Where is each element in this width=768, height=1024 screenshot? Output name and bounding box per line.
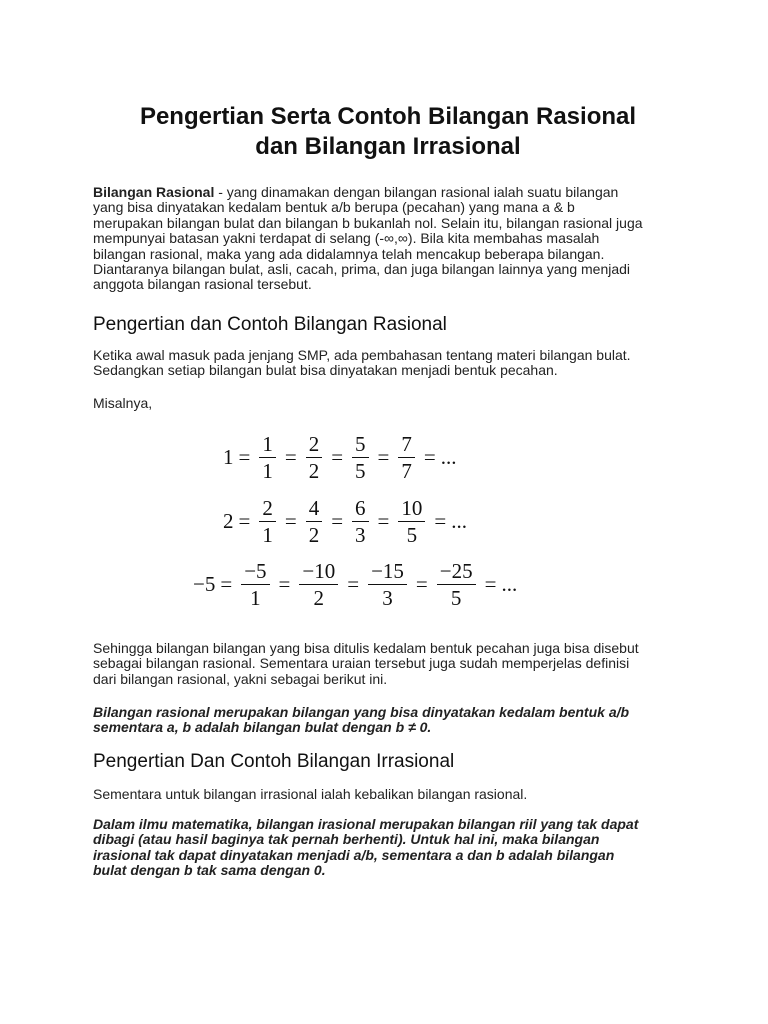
title-line-2: dan Bilangan Irrasional <box>255 133 521 161</box>
section-heading-irrasional: Pengertian Dan Contoh Bilangan Irrasional <box>93 751 455 772</box>
denominator: 7 <box>401 459 412 483</box>
definition-line: Dalam ilmu matematika, bilangan irasional merupakan bilangan riil yang tak dapat <box>93 816 639 832</box>
equals-sign: = <box>423 445 436 469</box>
equals-sign: = <box>284 445 297 469</box>
denominator: 1 <box>262 459 273 483</box>
intro-line: yang bisa dinyatakan kedalam bentuk a/b berupa (pecahan) yang mana a & b <box>93 199 575 216</box>
intro-line: Diantaranya bilangan bulat, asli, cacah, prima, dan juga bilangan lainnya yang menjadi <box>93 261 631 278</box>
numerator: 2 <box>306 431 323 458</box>
numerator: 1 <box>259 431 276 458</box>
denominator: 2 <box>308 523 320 547</box>
numerator: −5 <box>241 558 269 585</box>
ellipsis: ... <box>451 509 467 533</box>
fraction <box>368 558 407 611</box>
fraction <box>352 495 369 548</box>
intro-line: mempunyai batasan yakni terdapat di selang (-∞,∞). Bila kita membahas masalah <box>93 230 600 247</box>
rasional-paragraph-2: Misalnya, <box>93 395 153 411</box>
numerator: 10 <box>398 495 425 522</box>
irrasional-definition <box>93 817 683 879</box>
intro-term: Bilangan Rasional <box>93 184 215 200</box>
equation-lhs: 1 <box>223 445 234 469</box>
denominator: 2 <box>313 586 325 610</box>
ellipsis: ... <box>440 445 457 469</box>
equation-row <box>193 558 517 611</box>
fraction-equations-image <box>193 425 573 615</box>
fraction <box>259 495 276 548</box>
denominator: 5 <box>355 459 366 483</box>
paragraph-line: Ketika awal masuk pada jenjang SMP, ada pembahasan tentang materi bilangan bulat. <box>93 347 631 363</box>
numerator: 5 <box>352 431 369 458</box>
equals-sign: = <box>331 445 344 469</box>
equals-sign: = <box>415 572 428 596</box>
definition-line: Bilangan rasional merupakan bilangan yang bisa dinyatakan kedalam bentuk a/b <box>93 704 630 720</box>
equation-lhs: −5 <box>193 572 216 596</box>
fraction <box>437 558 476 611</box>
numerator: −15 <box>368 558 407 585</box>
intro-paragraph <box>93 185 683 293</box>
equals-sign: = <box>284 509 297 533</box>
denominator: 3 <box>382 586 393 610</box>
rasional-paragraph-1 <box>93 348 683 379</box>
equals-sign: = <box>377 445 390 469</box>
equation-row <box>223 495 467 548</box>
definition-line: dibagi (atau hasil baginya tak pernah berhenti). Untuk hal ini, maka bilangan <box>93 831 600 848</box>
denominator: 1 <box>250 586 261 610</box>
equals-sign: = <box>238 509 251 533</box>
rasional-paragraph-3 <box>93 641 683 687</box>
equals-sign: = <box>347 572 360 596</box>
numerator: 4 <box>306 495 323 522</box>
definition-line: irasional tak dapat dinyatakan menjadi a/b, sementara a dan b adalah bilangan <box>93 846 615 863</box>
paragraph-line: Sehingga bilangan bilangan yang bisa ditulis kedalam bentuk pecahan juga bisa disebut <box>93 640 639 656</box>
paragraph-line: Sedangkan setiap bilangan bulat bisa dinyatakan menjadi bentuk pecahan. <box>93 362 558 379</box>
equals-sign: = <box>377 509 390 533</box>
irrasional-paragraph-1: Sementara untuk bilangan irrasional ialah kebalikan bilangan rasional. <box>93 786 528 802</box>
definition-line: sementara a, b adalah bilangan bulat dengan b ≠ 0. <box>93 719 432 736</box>
fraction <box>352 431 369 484</box>
fraction <box>259 431 276 484</box>
equals-sign: = <box>331 509 344 533</box>
numerator: 6 <box>352 495 369 522</box>
equation-lhs: 2 <box>223 509 234 533</box>
equals-sign: = <box>220 572 233 596</box>
denominator: 5 <box>450 586 462 610</box>
fraction <box>398 431 415 484</box>
equation-row <box>223 431 456 484</box>
denominator: 5 <box>406 523 418 547</box>
numerator: −25 <box>437 558 476 585</box>
fraction <box>306 495 323 548</box>
numerator: −10 <box>299 558 338 585</box>
intro-line: - yang dinamakan dengan bilangan rasional ialah suatu bilangan <box>214 184 619 200</box>
equals-sign: = <box>484 572 497 596</box>
fraction <box>241 558 269 611</box>
title-line-1: Pengertian Serta Contoh Bilangan Rasional <box>139 103 637 131</box>
intro-line: anggota bilangan rasional tersebut. <box>93 276 312 293</box>
intro-line: bilangan rasional, maka yang ada didalamnya telah mencakup beberapa bilangan. <box>93 245 605 262</box>
paragraph-line: dari bilangan rasional, yakni sebagai berikut ini. <box>93 670 388 687</box>
numerator: 7 <box>398 431 415 458</box>
numerator: 2 <box>259 495 276 522</box>
denominator: 2 <box>308 459 320 483</box>
fraction <box>299 558 338 611</box>
definition-line: bulat dengan b tak sama dengan 0. <box>93 862 326 879</box>
fraction <box>306 431 323 484</box>
paragraph-line: sebagai bilangan rasional. Sementara uraian tersebut juga sudah memperjelas definisi <box>93 655 630 672</box>
page-title <box>93 102 683 162</box>
intro-line: merupakan bilangan bulat dan bilangan b bukanlah nol. Selain itu, bilangan rasional juga <box>93 214 643 231</box>
ellipsis: ... <box>501 572 518 596</box>
equals-sign: = <box>434 509 447 533</box>
fraction <box>398 495 425 548</box>
denominator: 1 <box>262 523 273 547</box>
equals-sign: = <box>278 572 291 596</box>
denominator: 3 <box>355 523 366 547</box>
equals-sign: = <box>238 445 251 469</box>
section-heading-rasional: Pengertian dan Contoh Bilangan Rasional <box>93 314 447 335</box>
rasional-definition <box>93 705 683 736</box>
